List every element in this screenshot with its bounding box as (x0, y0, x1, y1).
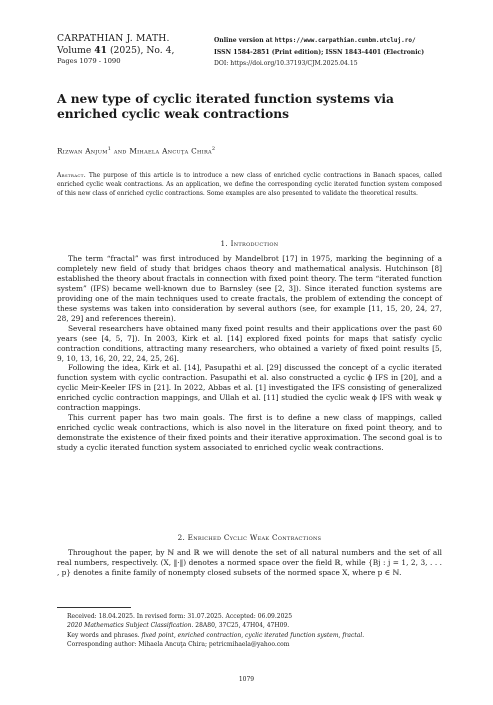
journal-volume: Volume 41 (2025), No. 4, (57, 44, 175, 56)
abstract (57, 172, 442, 199)
paragraph: This current paper has two main goals. The first is to define a new class of mappings, called enriched cyclic weak contractions, which is also novel in the literature on fixed point theory, and to demonstrate the existence of their fixed points and their iterative approximation. The second goal is to study a cyclic iterated function system associated to enriched cyclic weak contractions. (57, 413, 442, 453)
author-1-affiliation: 1 (107, 146, 112, 152)
received-dates: Received: 18.04.2025. In revised form: 31.07.2025. Accepted: 06.09.2025 (67, 613, 293, 620)
paragraph: The term “fractal” was first introduced by Mandelbrot [17] in 1975, marking the beginning of a completely new field of study that bridges chaos theory and mathematical analysis. Hutchinson [8] established the theory about fractals in connection with fixed point theory. The term “iterated function system” (IFS) became well-known due to Barnsley (see [2, 3]). Since iterated function systems are providing one of the main techniques used to create fractals, the problem of extending the concept of these systems was taken into consideration by several authors (see, for example [11, 15, 20, 24, 27, 28, 29] and references therein). (57, 254, 442, 323)
author-line: Rizwan Anjum$^1$ and Mihaela Ancuţa Chira$^2$ (57, 146, 216, 156)
journal-name: CARPATHIAN J. MATH. (57, 33, 170, 44)
abstract-text: The purpose of this article is to introduce a new class of enriched cyclic contractions in Banach spaces, called enriched cyclic weak contractions. As an application, we define the corresponding cyclic iterated function system composed of this new class of enriched cyclic contractions. Some examples are also presented to validate the theoretical results. (57, 172, 442, 197)
paragraph: Following the idea, Kirk et al. [14], Pasupathi et al. [29] discussed the concept of a cyclic iterated function system with cyclic contraction. Pasupathi et al. also constructed a cyclic ϕ IFS in [20], and a cyclic Meir-Keeler IFS in [21]. In 2022, Abbas et al. [1] investigated the IFS consisting of generalized enriched cyclic contraction mappings, and Ullah et al. [11] studied the cyclic weak ϕ IFS with weak ψ contraction mappings. (57, 363, 442, 413)
issn-line: ISSN 1584-2851 (Print edition); ISSN 1843-4401 (Electronic) (214, 48, 425, 56)
journal-url-link[interactable]: https://www.carpathian.cunbm.utcluj.ro/ (274, 37, 416, 44)
corresponding-author: Corresponding author: Mihaela Ancuţa Chira; petricmihaela@yahoo.com (67, 641, 290, 649)
author-2: Mihaela Ancuţa Chira (129, 146, 212, 156)
footnotes (67, 612, 447, 650)
author-2-affiliation: 2 (211, 146, 216, 152)
keywords: Key words and phrases. fixed point, enriched contraction, cyclic iterated function system, fractal. (67, 631, 365, 639)
publication-info (214, 35, 444, 70)
journal-pages: Pages 1079 - 1090 (57, 57, 121, 65)
section-heading-enriched-cyclic-weak-contractions: 2. Enriched Cyclic Weak Contractions (177, 533, 322, 542)
author-1: Rizwan Anjum (57, 146, 108, 156)
online-version: Online version at https://www.carpathian.cunbm.utcluj.ro/ (214, 37, 416, 44)
article-title: A new type of cyclic iterated function systems via enriched cyclic weak contractions (57, 92, 394, 121)
msc-classification: 2020 Mathematics Subject Classification. 28A80, 37C25, 47H04, 47H09. (67, 622, 290, 630)
page-number: 1079 (238, 676, 255, 683)
abstract-label: Abstract. (57, 172, 86, 179)
journal-header (57, 33, 207, 67)
section-2-body (57, 548, 442, 578)
doi-link[interactable]: DOI: https://doi.org/10.37193/CJM.2025.04.15 (214, 60, 358, 68)
paragraph: Several researchers have obtained many fixed point results and their applications over the past 60 years (see [4, 5, 7]). In 2003, Kirk et al. [14] explored fixed points for maps that satisfy cyclic contraction conditions, attracting many researchers, who obtained a variety of fixed point results [5, 9, 10, 13, 16, 20, 22, 24, 25, 26]. (57, 323, 442, 363)
footnote-divider (57, 607, 131, 608)
paragraph: Throughout the paper, by ℕ and ℝ we will denote the set of all natural numbers and the set of all real numbers, respectively. (X, ‖·‖) denotes a normed space over the field ℝ, while {Bj : j = 1, 2, 3, . . . , p} denotes a finite family of nonempty closed subsets of the normed space X, where p ∈ ℕ. (57, 548, 442, 577)
section-heading-introduction: 1. Introduction (220, 239, 279, 248)
introduction-body (57, 254, 442, 453)
